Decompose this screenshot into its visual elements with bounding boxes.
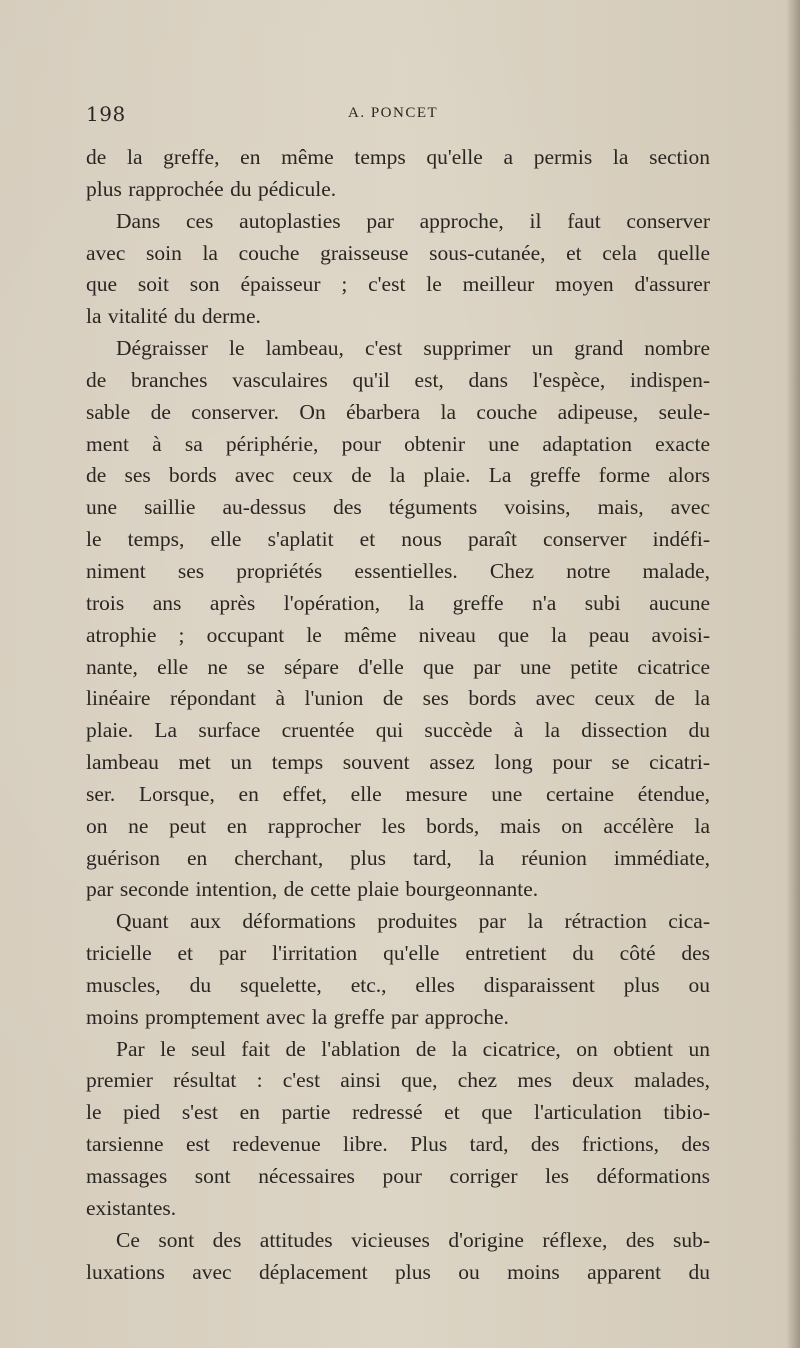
text-line: lambeau met un temps souvent assez long pour se cicatri- [86, 750, 710, 775]
text-line: moins promptement avec la greffe par approche. [86, 1004, 509, 1029]
text-line: muscles, du squelette, etc., elles disparaissent plus ou [86, 972, 710, 997]
text-line: de ses bords avec ceux de la plaie. La greffe forme alors [86, 463, 710, 488]
text-line: luxations avec déplacement plus ou moins apparent du [86, 1259, 710, 1284]
text-line: la vitalité du derme. [86, 304, 261, 329]
text-line: une saillie au-dessus des téguments voisins, mais, avec [86, 495, 710, 520]
text-line: sable de conserver. On ébarbera la couche adipeuse, seule- [86, 399, 710, 424]
text-line: tarsienne est redevenue libre. Plus tard, des frictions, des [86, 1132, 710, 1157]
text-line: premier résultat : c'est ainsi que, chez mes deux malades, [86, 1068, 710, 1093]
text-line: trois ans après l'opération, la greffe n'a subi aucune [86, 590, 710, 615]
text-line: Par le seul fait de l'ablation de la cicatrice, on obtient un [116, 1036, 710, 1061]
text-line: Dans ces autoplasties par approche, il faut conserver [116, 208, 710, 233]
text-line: Quant aux déformations produites par la rétraction cica- [116, 909, 710, 934]
text-line: niment ses propriétés essentielles. Chez notre malade, [86, 558, 710, 583]
page-edge-shadow [786, 0, 800, 1348]
text-line: le temps, elle s'aplatit et nous paraît conserver indéfi- [86, 527, 710, 552]
page-number: 198 [86, 102, 126, 126]
text-line: de la greffe, en même temps qu'elle a permis la section [86, 145, 710, 169]
text-line: atrophie ; occupant le même niveau que la peau avoisi- [86, 622, 710, 647]
text-line: tricielle et par l'irritation qu'elle entretient du côté des [86, 941, 710, 966]
text-line: plaie. La surface cruentée qui succède à la dissection du [86, 718, 710, 743]
text-line: avec soin la couche graisseuse sous-cutanée, et cela quelle [86, 240, 710, 265]
body-text [86, 142, 710, 1288]
text-line: que soit son épaisseur ; c'est le meilleur moyen d'assurer [86, 272, 710, 297]
text-line: ser. Lorsque, en effet, elle mesure une certaine étendue, [86, 781, 710, 806]
text-line: le pied s'est en partie redressé et que l'articulation tibio- [86, 1100, 710, 1125]
text-line: de branches vasculaires qu'il est, dans l'espèce, indispen- [86, 367, 710, 392]
text-line: Dégraisser le lambeau, c'est supprimer un grand nombre [116, 336, 710, 361]
text-line: guérison en cherchant, plus tard, la réunion immédiate, [86, 845, 710, 870]
running-head: A. PONCET [348, 105, 439, 121]
page-header [86, 102, 710, 132]
text-line: massages sont nécessaires pour corriger les déformations [86, 1164, 710, 1188]
text-line: par seconde intention, de cette plaie bourgeonnante. [86, 877, 539, 902]
text-line: Ce sont des attitudes vicieuses d'origine réflexe, des sub- [116, 1227, 710, 1252]
text-line: nante, elle ne se sépare d'elle que par une petite cicatrice [86, 654, 710, 679]
text-line: ment à sa périphérie, pour obtenir une adaptation exacte [86, 431, 710, 456]
text-line: plus rapprochée du pédicule. [86, 176, 337, 201]
text-line: linéaire répondant à l'union de ses bords avec ceux de la [86, 686, 710, 711]
text-line: existantes. [86, 1195, 177, 1220]
text-line: on ne peut en rapprocher les bords, mais on accélère la [86, 813, 710, 838]
